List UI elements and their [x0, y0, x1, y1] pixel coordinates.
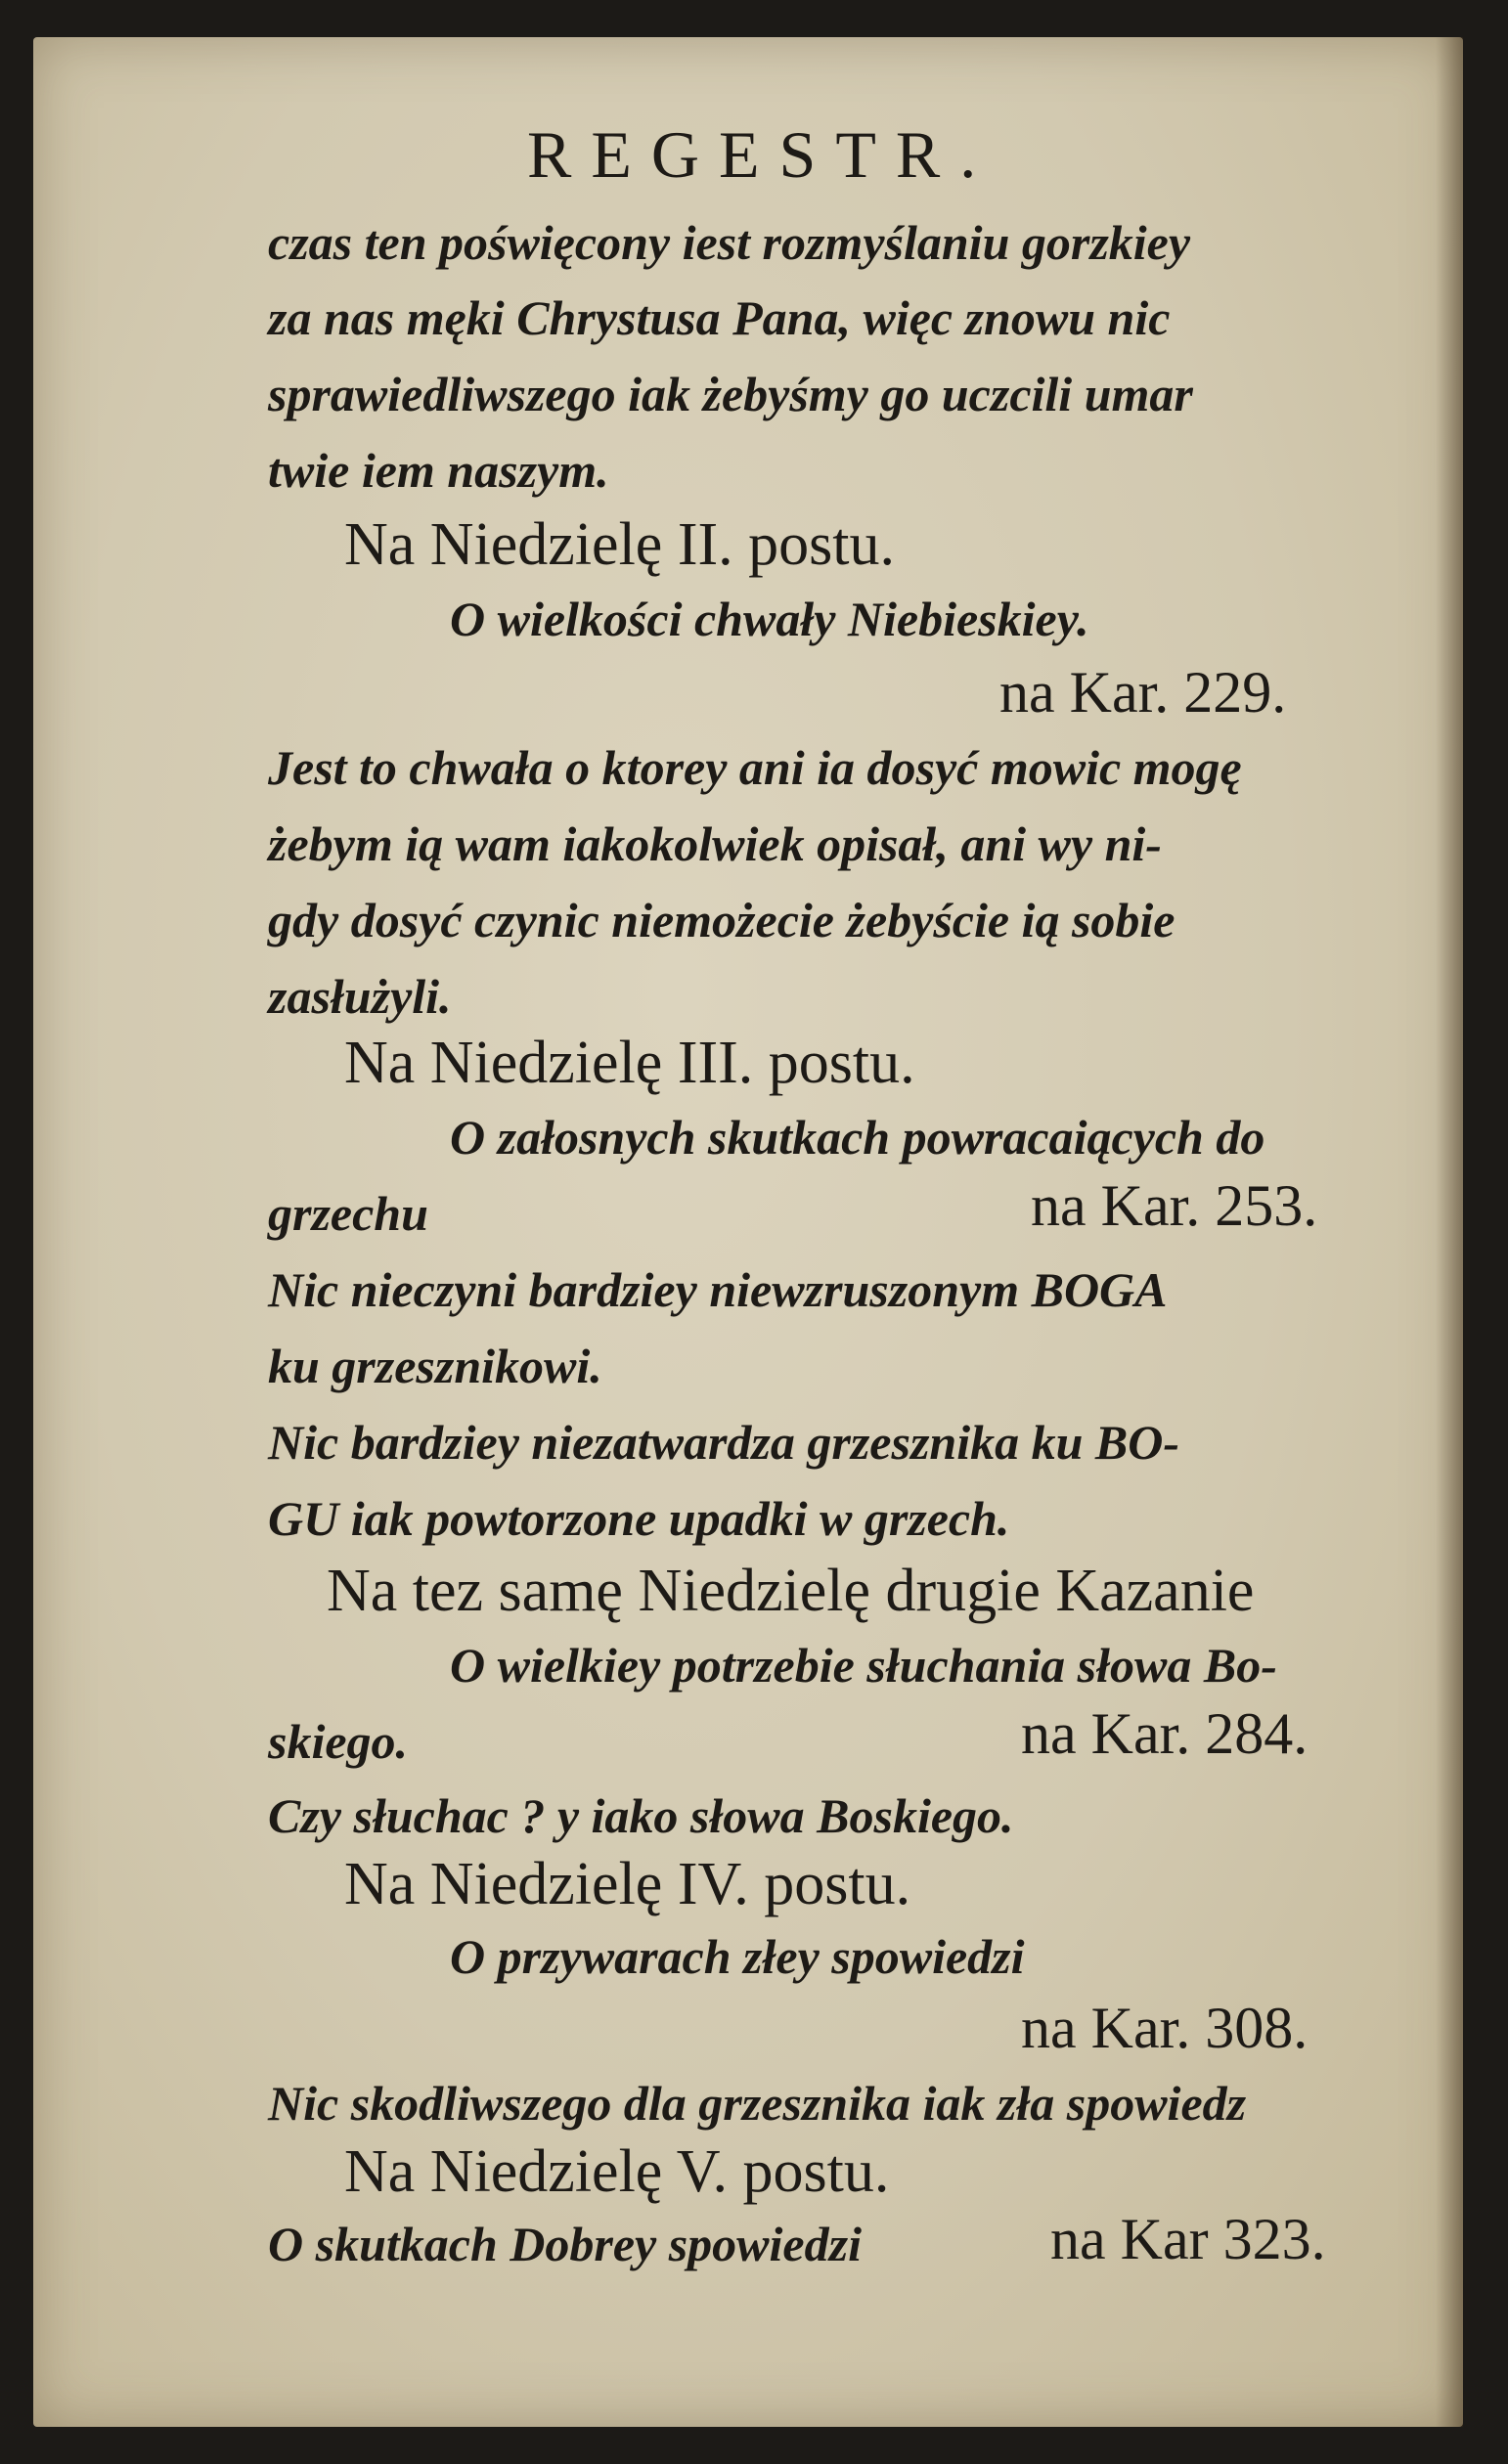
text-line: GU iak powtorzone upadki w grzech. [268, 1491, 1010, 1546]
text-line: gdy dosyć czynic niemożecie żebyście ią sobie [268, 893, 1175, 947]
text-line: twie iem naszym. [268, 443, 609, 498]
text-line: Nic bardziey niezatwardza grzesznika ku BO- [268, 1415, 1180, 1470]
text-line: żebym ią wam iakokolwiek opisał, ani wy ni- [268, 816, 1162, 871]
page-reference: na Kar. 284. [1021, 1701, 1308, 1766]
text-line: Nic nieczyni bardziey niewzruszonym BOGA [268, 1262, 1168, 1317]
book-page [33, 37, 1463, 2427]
section-heading: Na Niedzielę III. postu. [344, 1030, 915, 1096]
sermon-title: O wielkiey potrzebie słuchania słowa Bo- [450, 1638, 1277, 1693]
page-reference: na Kar. 308. [1021, 1996, 1308, 2060]
page-gutter [1436, 37, 1463, 2427]
page-reference: na Kar. 253. [1031, 1173, 1318, 1238]
text-line: ku grzesznikowi. [268, 1339, 602, 1393]
page-reference: na Kar. 229. [999, 660, 1287, 725]
text-line: Nic skodliwszego dla grzesznika iak zła spowiedz [268, 2076, 1247, 2131]
text-line: za nas męki Chrystusa Pana, więc znowu nic [268, 290, 1171, 345]
section-heading: Na Niedzielę V. postu. [344, 2138, 890, 2205]
text-line: sprawiedliwszego iak żebyśmy go uczcili umar [268, 367, 1193, 421]
running-header: REGESTR. [527, 117, 997, 192]
section-heading: Na Niedzielę II. postu. [344, 511, 895, 578]
sermon-title: O wielkości chwały Niebieskiey. [450, 592, 1089, 646]
text-line: Czy słuchac ? y iako słowa Boskiego. [268, 1788, 1014, 1843]
text-line: zasłużyli. [268, 969, 452, 1024]
sermon-title: O przywarach złey spowiedzi [450, 1929, 1025, 1984]
sermon-title: O załosnych skutkach powracaiących do [450, 1110, 1265, 1165]
page-reference: na Kar 323. [1050, 2207, 1326, 2271]
section-heading: Na Niedzielę IV. postu. [344, 1851, 911, 1917]
sermon-title-continued: skiego. [268, 1714, 409, 1769]
text-line: Jest to chwała o ktorey ani ia dosyć mowic mogę [268, 740, 1242, 795]
section-heading: Na tez samę Niedzielę drugie Kazanie [327, 1558, 1255, 1624]
sermon-title: O skutkach Dobrey spowiedzi [268, 2217, 862, 2271]
sermon-title-continued: grzechu [268, 1186, 428, 1241]
text-line: czas ten poświęcony iest rozmyślaniu gorzkiey [268, 215, 1191, 270]
